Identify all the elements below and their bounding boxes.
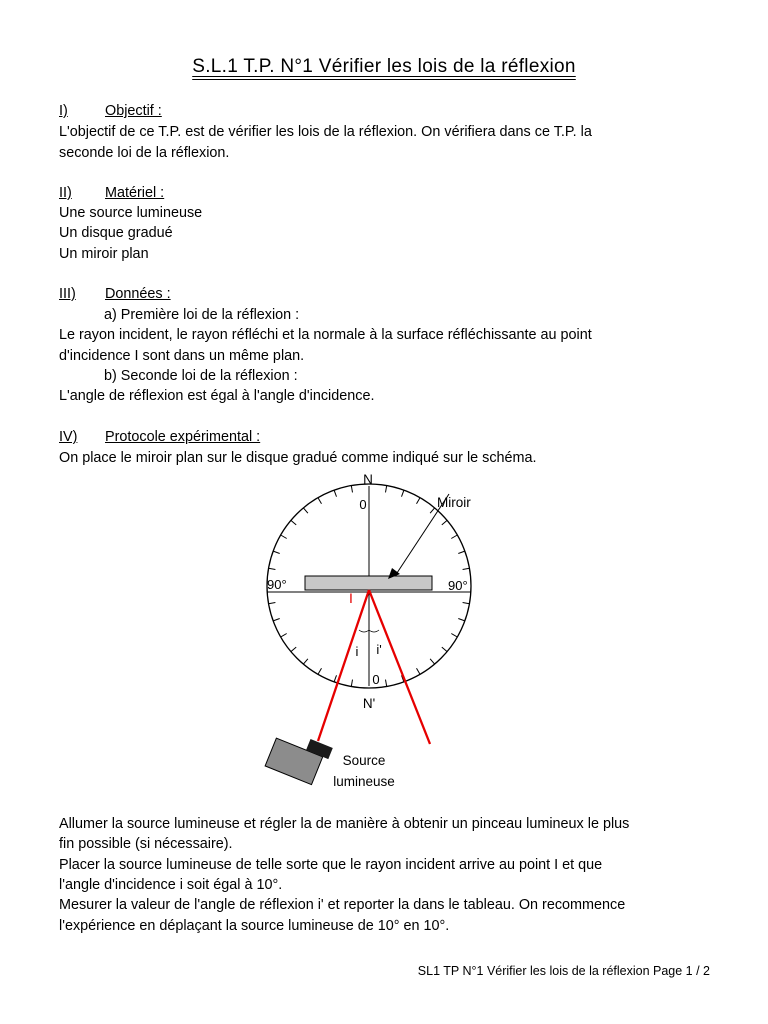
graduation-tick — [417, 498, 421, 504]
law-a-heading: a) Première loi de la réflexion : — [104, 307, 300, 323]
law-a-line-1: Le rayon incident, le rayon réfléchi et la normale à la surface réfléchissante au point — [59, 327, 592, 343]
section-1-line-1: L'objectif de ce T.P. est de vérifier les lois de la réflexion. On vérifiera dans ce T.P. la — [59, 124, 592, 140]
graduation-tick — [430, 508, 435, 513]
reflection-diagram — [255, 468, 495, 798]
graduation-tick — [386, 680, 387, 687]
label-90-right: 90° — [448, 578, 468, 593]
label-point-i: I — [349, 590, 353, 606]
graduation-tick — [442, 647, 447, 652]
graduation-tick — [451, 535, 457, 539]
reflected-ray — [369, 590, 430, 744]
law-a-line-2: d'incidence I sont dans un même plan. — [59, 348, 305, 364]
label-angle-i-prime: i' — [376, 642, 382, 657]
graduation-tick — [458, 619, 465, 621]
graduation-tick — [430, 659, 435, 664]
page-title: S.L.1 T.P. N°1 Vérifier les lois de la réflexion — [192, 56, 576, 77]
graduation-tick — [281, 634, 287, 638]
graduation-tick — [463, 603, 470, 604]
graduation-tick — [269, 568, 276, 569]
graduation-tick — [417, 668, 421, 674]
protocol-line: Mesurer la valeur de l'angle de réflexion i' et reporter la dans le tableau. On recommence — [59, 897, 626, 913]
graduation-tick — [273, 619, 280, 621]
graduation-tick — [303, 659, 308, 664]
label-source-line-2: lumineuse — [333, 774, 395, 789]
law-b-line-1: L'angle de réflexion est égal à l'angle d'incidence. — [59, 388, 375, 404]
graduation-tick — [386, 486, 387, 493]
graduation-tick — [334, 675, 336, 682]
section-4-heading: IV) Protocole expérimental : — [59, 429, 261, 445]
graduation-tick — [458, 551, 465, 553]
graduation-tick — [281, 535, 287, 539]
light-source — [265, 727, 333, 787]
label-zero-top: 0 — [359, 497, 367, 512]
law-b-heading: b) Seconde loi de la réflexion : — [104, 368, 298, 384]
incident-ray — [318, 590, 369, 741]
graduation-tick — [351, 680, 352, 687]
material-item: Un disque gradué — [59, 225, 173, 241]
label-angle-i: i — [355, 644, 359, 659]
graduation-tick — [451, 634, 457, 638]
graduation-tick — [402, 490, 404, 497]
section-1-line-2: seconde loi de la réflexion. — [59, 145, 230, 161]
graduation-tick — [269, 603, 276, 604]
material-item: Un miroir plan — [59, 246, 149, 262]
graduation-tick — [442, 520, 447, 525]
label-n-prime: N' — [362, 696, 376, 711]
graduation-tick — [351, 486, 352, 493]
page-footer: SL1 TP N°1 Vérifier les lois de la réflexion Page 1 / 2 — [417, 964, 710, 978]
material-item: Une source lumineuse — [59, 205, 203, 221]
protocol-line: l'expérience en déplaçant la source lumineuse de 10° en 10°. — [59, 918, 450, 934]
graduation-tick — [273, 551, 280, 553]
graduation-tick — [291, 647, 296, 652]
graduation-tick — [334, 490, 336, 497]
graduation-tick — [291, 520, 296, 525]
label-90-left: 90° — [267, 577, 287, 592]
protocol-intro: On place le miroir plan sur le disque gradué comme indiqué sur le schéma. — [59, 450, 537, 466]
label-source-line-1: Source — [342, 753, 386, 768]
graduation-tick — [303, 508, 308, 513]
section-3-heading: III) Données : — [59, 286, 171, 302]
graduation-tick — [318, 498, 322, 504]
section-2-heading: II) Matériel : — [59, 185, 165, 201]
protocol-line: l'angle d'incidence i soit égal à 10°. — [59, 877, 283, 893]
label-mirror: Miroir — [437, 495, 471, 510]
protocol-line: Allumer la source lumineuse et régler la de manière à obtenir un pinceau lumineux le plus — [59, 816, 630, 832]
protocol-line: Placer la source lumineuse de telle sorte que le rayon incident arrive au point I et que — [59, 857, 603, 873]
label-zero-bottom: 0 — [372, 672, 380, 687]
section-1-heading: I) Objectif : — [59, 103, 162, 119]
protocol-line: fin possible (si nécessaire). — [59, 836, 233, 852]
graduation-tick — [318, 668, 322, 674]
mirror-plane — [305, 576, 432, 590]
label-n: N — [363, 472, 373, 487]
graduation-tick — [463, 568, 470, 569]
